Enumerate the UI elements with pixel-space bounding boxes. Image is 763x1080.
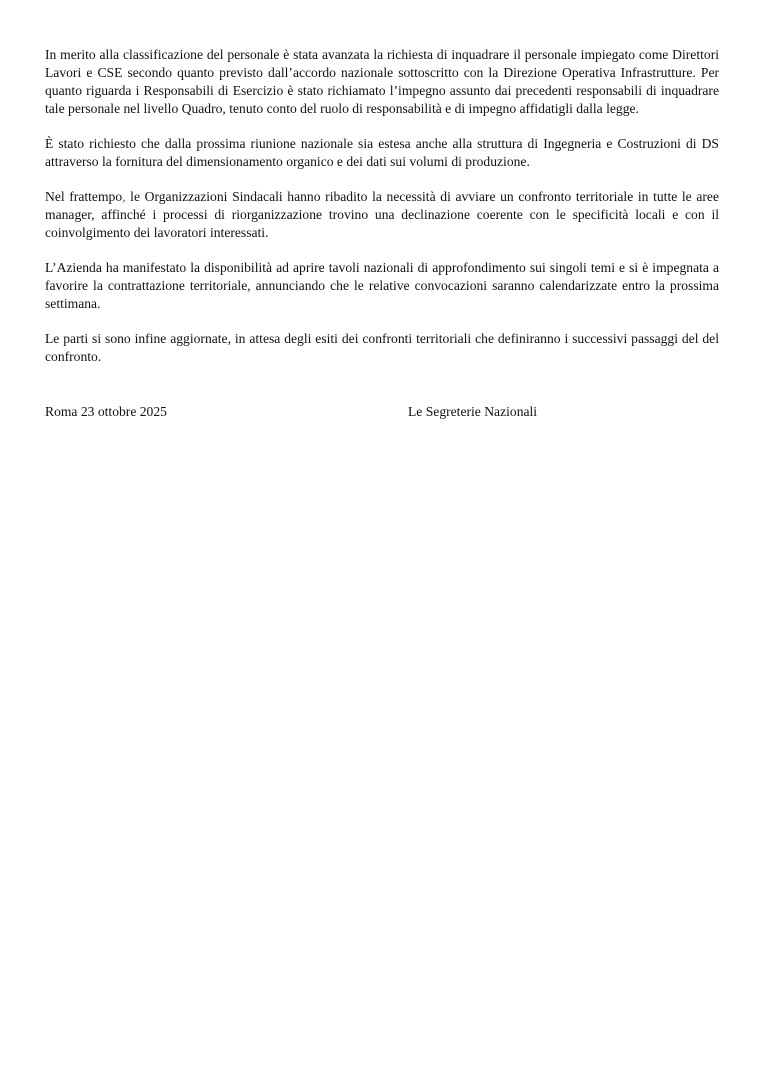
date-place: Roma 23 ottobre 2025 — [45, 404, 167, 419]
paragraph-richiesta-riunione-nazionale: È stato richiesto che dalla prossima riunione nazionale sia estesa anche alla struttura di Ingegneria e Costruzioni di DS attraverso la fornitura del dimensionamento organico e dei dati sui volumi di produzione. — [45, 136, 719, 169]
paragraph-confronto-prefix: Nel frattempo — [45, 189, 123, 204]
document-body — [45, 46, 723, 421]
paragraph-confronto-rest: le Organizzazioni Sindacali hanno ribadito la necessità di avviare un confronto territoriale in tutte le aree manager, affinché i processi di riorganizzazione trovino una declinazione coerente con le specificità locali e con il coinvolgimento dei lavoratori interessati. — [45, 189, 723, 240]
signature: Le Segreterie Nazionali — [408, 404, 538, 419]
paragraph-classificazione-personale: In merito alla classificazione del personale è stata avanzata la richiesta di inquadrare il personale impiegato come Direttori Lavori e CSE secondo quanto previsto dall’accordo nazionale sottoscritto con la Direzione Operativa Infrastrutture. Per quanto riguarda i Responsabili di Esercizio è stato richiamato l’impegno assunto dai precedenti responsabili di inquadrare tale personale nel livello Quadro, tenuto conto del ruolo di responsabilità e di impegno affidatigli dalla legge. — [45, 47, 719, 116]
paragraph-confronto-territoriale — [45, 188, 723, 242]
signature-row — [45, 403, 719, 421]
red-comma: , — [122, 189, 126, 204]
paragraph-aggiornamento-parti: Le parti si sono infine aggiornate, in attesa degli esiti dei confronti territoriali che definiranno i successivi passaggi del del confronto. — [45, 331, 719, 364]
paragraph-disponibilita-azienda: L’Azienda ha manifestato la disponibilità ad aprire tavoli nazionali di approfondimento sui singoli temi e si è impegnata a favorire la contrattazione territoriale, annunciando che le relative convocazioni saranno calendarizzate entro la prossima settimana. — [45, 260, 719, 311]
